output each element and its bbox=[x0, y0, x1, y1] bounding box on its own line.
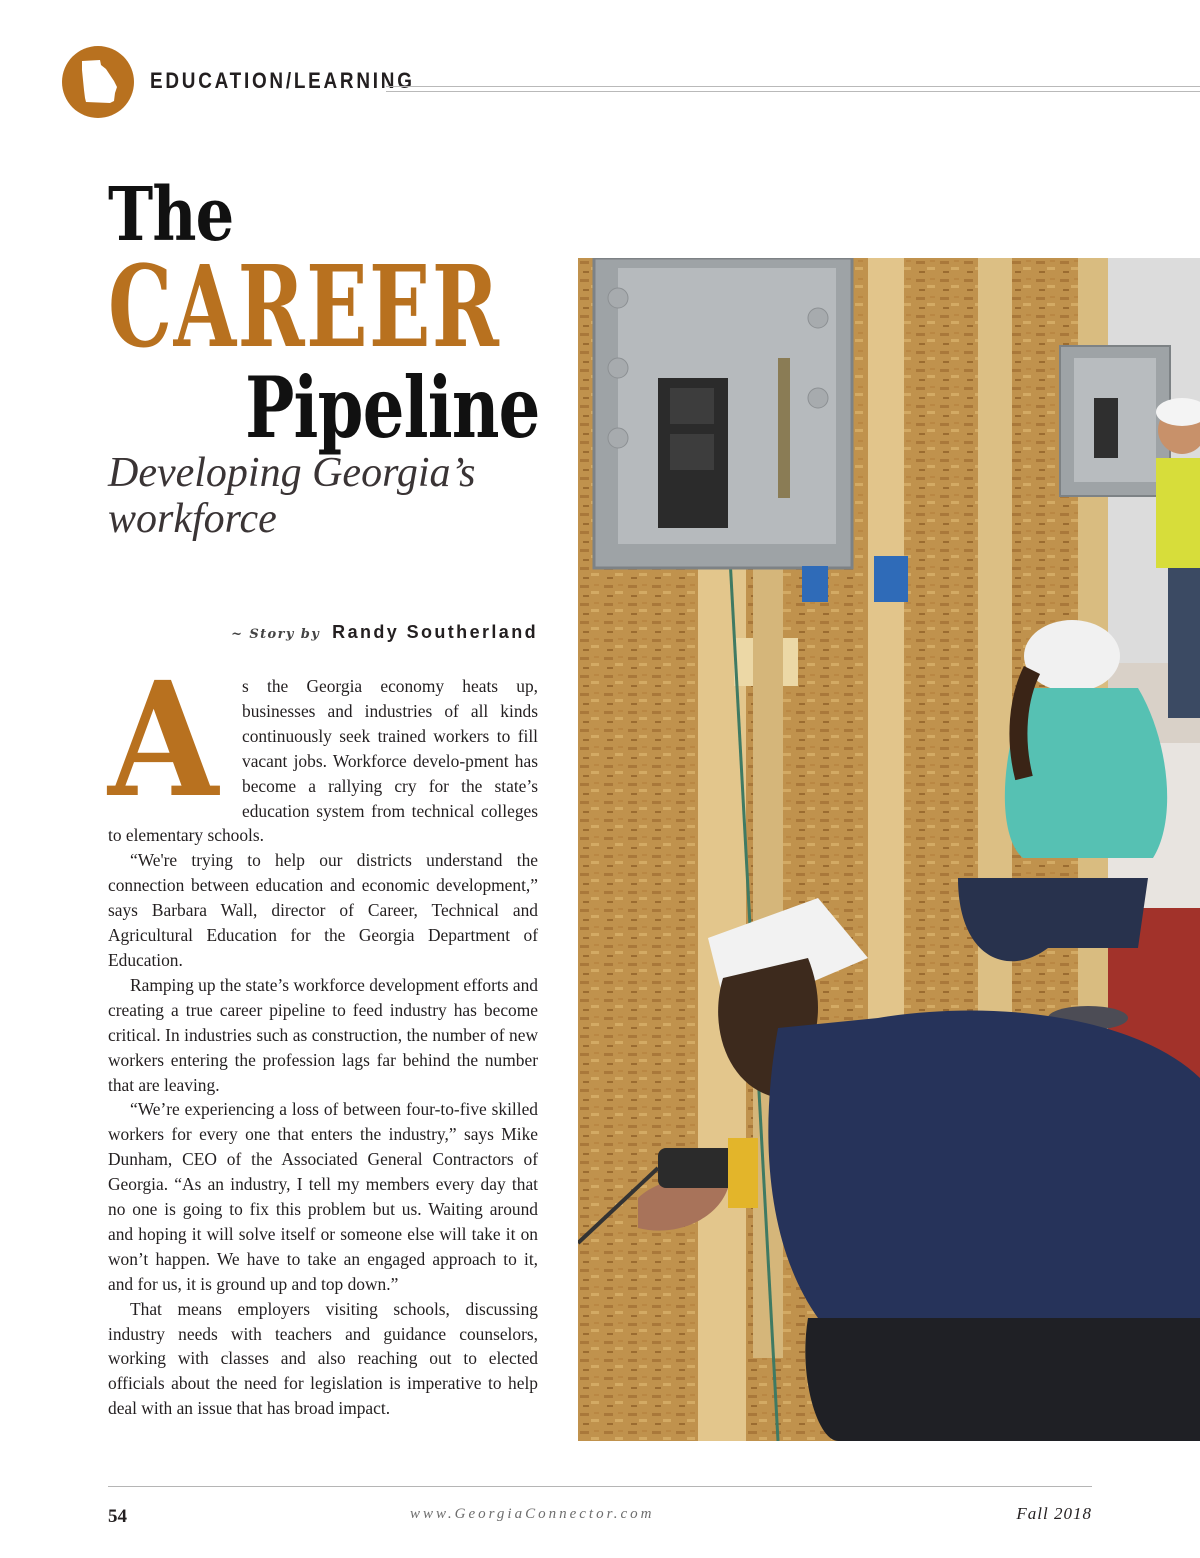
photo-students-wiring-panels bbox=[578, 258, 1200, 1441]
article-paragraph: Ramping up the state’s workforce development efforts and creating a true career pipeline to feed industry has become critical. In industries such as construction, the number of new workers entering the profession lags far behind the number that are leaving. bbox=[108, 974, 538, 1095]
georgia-state-badge bbox=[62, 46, 134, 118]
title-line-the: The bbox=[108, 172, 234, 258]
article-paragraph: s the Georgia economy heats up, businesses and industries of all kinds continuously seek trained workers to fill vacant jobs. Workforce develo-pment has become a rallying cry for the state’s education system from technical colleges to elementary schools. bbox=[108, 676, 538, 846]
article-body bbox=[108, 648, 538, 1421]
georgia-state-icon bbox=[80, 60, 118, 104]
byline-author: Randy Southerland bbox=[332, 622, 538, 642]
drop-cap: A bbox=[108, 648, 219, 833]
article-paragraph: “We're trying to help our districts understand the connection between education and economic development,” says Barbara Wall, director of Career, Technical and Agricultural Education for the Georgia Department of Education. bbox=[108, 850, 538, 970]
byline-prefix: ~ Story by bbox=[231, 627, 321, 642]
section-label: EDUCATION/LEARNING bbox=[150, 68, 415, 93]
footer-rule bbox=[108, 1486, 1092, 1487]
byline bbox=[231, 622, 538, 643]
title-line-career: CAREER bbox=[108, 242, 501, 373]
section-header bbox=[62, 46, 1200, 118]
footer-url[interactable]: www.GeorgiaConnector.com bbox=[410, 1506, 655, 1522]
article-paragraph: That means employers visiting schools, discussing industry needs with teachers and guidance counselors, working with classes and also reaching out to elected officials about the need for legislation is imperative to help deal with an issue that has broad impact. bbox=[108, 1298, 538, 1419]
article-paragraph: “We’re experiencing a loss of between four-to-five skilled workers for every one that enters the industry,” says Mike Dunham, CEO of the Associated General Contractors of Georgia. “As an industry, I tell my members every day that no one is going to fix this problem but us. Waiting around and hoping it will solve itself or someone else will take it on won’t happen. We have to take an engaged approach to it, and for us, it is ground up and top down.” bbox=[108, 1099, 538, 1294]
article-photo bbox=[578, 258, 1200, 1441]
article-subtitle: Developing Georgia’s workforce bbox=[108, 450, 476, 542]
page-number: 54 bbox=[108, 1506, 127, 1527]
header-rule bbox=[386, 86, 1200, 92]
footer-issue: Fall 2018 bbox=[1016, 1504, 1092, 1523]
title-line-pipeline: Pipeline bbox=[245, 358, 540, 457]
